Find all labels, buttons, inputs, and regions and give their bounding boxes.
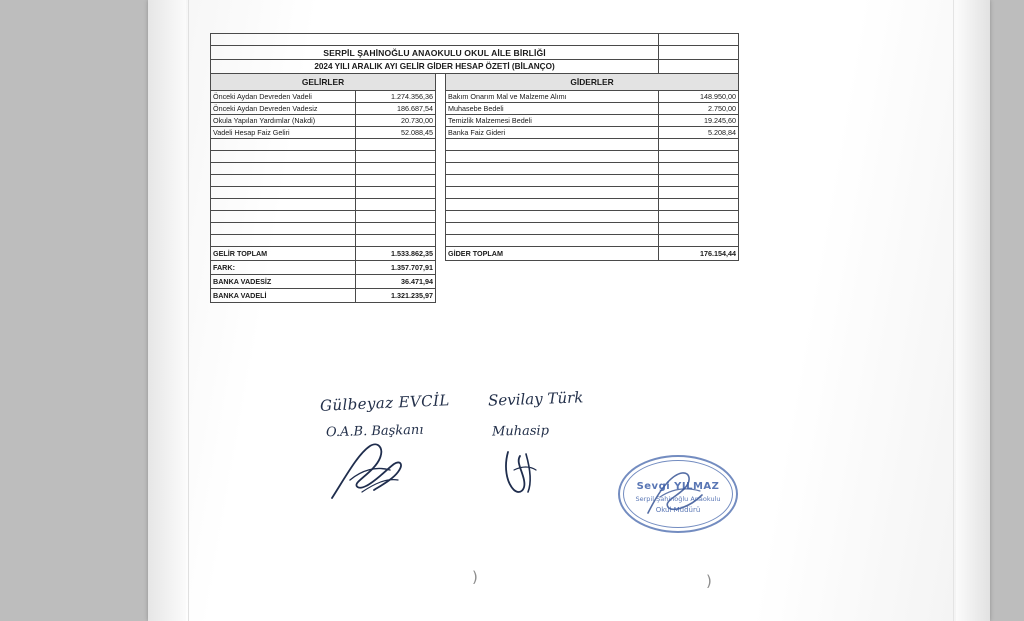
income-amount: 20.730,00 (356, 115, 436, 127)
table-row (211, 211, 739, 223)
income-amount (356, 199, 436, 211)
expense-amount (659, 199, 739, 211)
expense-label (446, 151, 659, 163)
expense-amount: 148.950,00 (659, 91, 739, 103)
table-row (211, 175, 739, 187)
summary-row (211, 261, 739, 275)
row-gap (436, 127, 446, 139)
handwritten-signature-icon (500, 448, 560, 498)
signature-name-president: Gülbeyaz EVCİL (319, 391, 451, 415)
row-gap (436, 199, 446, 211)
title-row-2 (211, 60, 739, 74)
expense-label (446, 199, 659, 211)
signature-role-president: O.A.B. Başkanı (325, 422, 424, 441)
summary-empty-right-label (446, 289, 659, 303)
row-gap (436, 103, 446, 115)
income-amount (356, 151, 436, 163)
summary-label: BANKA VADELİ (211, 289, 356, 303)
expense-total-label: GİDER TOPLAM (446, 247, 659, 261)
expense-amount (659, 187, 739, 199)
expense-label (446, 187, 659, 199)
row-gap (436, 175, 446, 187)
row-gap (436, 163, 446, 175)
summary-empty-right-value (659, 261, 739, 275)
table-row (211, 223, 739, 235)
expense-amount (659, 175, 739, 187)
summary-empty-right-label (446, 261, 659, 275)
row-gap (436, 151, 446, 163)
scan-artifact-mark: ) (472, 568, 478, 586)
expense-amount (659, 151, 739, 163)
balance-sheet-table-wrapper (210, 33, 738, 303)
income-amount: 52.088,45 (356, 127, 436, 139)
expense-label: Bakım Onarım Mal ve Malzeme Alımı (446, 91, 659, 103)
income-label: Okula Yapılan Yardımlar (Nakdi) (211, 115, 356, 127)
top-blank-left (211, 34, 659, 46)
income-label: Önceki Aydan Devreden Vadesiz (211, 103, 356, 115)
expense-amount: 19.245,60 (659, 115, 739, 127)
expense-label (446, 223, 659, 235)
income-amount (356, 223, 436, 235)
summary-label: FARK: (211, 261, 356, 275)
summary-empty-right-value (659, 289, 739, 303)
expense-label: Banka Faiz Gideri (446, 127, 659, 139)
income-total-label: GELİR TOPLAM (211, 247, 356, 261)
row-gap (436, 289, 446, 303)
expense-label (446, 139, 659, 151)
expense-total-value: 176.154,44 (659, 247, 739, 261)
stamp-institution: Serpil Şahinoğlu Anaokulu (635, 495, 721, 503)
expense-amount: 5.208,84 (659, 127, 739, 139)
expense-amount (659, 235, 739, 247)
table-row (211, 139, 739, 151)
total-row (211, 247, 739, 261)
income-amount (356, 187, 436, 199)
row-gap (436, 211, 446, 223)
section-header-row (211, 74, 739, 91)
table-row (211, 199, 739, 211)
income-label (211, 163, 356, 175)
summary-value: 1.321.235,97 (356, 289, 436, 303)
handwritten-signature-icon (328, 440, 428, 500)
summary-label: BANKA VADESİZ (211, 275, 356, 289)
official-stamp (618, 455, 738, 533)
income-amount (356, 175, 436, 187)
summary-value: 36.471,94 (356, 275, 436, 289)
income-label (211, 187, 356, 199)
income-label (211, 223, 356, 235)
income-amount: 186.687,54 (356, 103, 436, 115)
balance-sheet-table (210, 33, 739, 303)
row-gap (436, 235, 446, 247)
table-row (211, 91, 739, 103)
paper-fold-line-left (188, 0, 189, 621)
summary-empty-right-value (659, 275, 739, 289)
row-gap (436, 187, 446, 199)
income-amount (356, 139, 436, 151)
signature-role-accountant: Muhasip (491, 423, 550, 440)
income-label (211, 151, 356, 163)
stamp-name: Sevgi YILMAZ (636, 481, 720, 492)
expense-amount (659, 163, 739, 175)
table-row (211, 115, 739, 127)
scan-artifact-mark: ) (706, 572, 712, 590)
expense-amount: 2.750,00 (659, 103, 739, 115)
row-gap (436, 223, 446, 235)
table-row (211, 103, 739, 115)
title-row-1 (211, 46, 739, 60)
table-row (211, 151, 739, 163)
row-gap (436, 139, 446, 151)
table-row (211, 235, 739, 247)
summary-empty-right-label (446, 275, 659, 289)
income-amount (356, 163, 436, 175)
row-gap (436, 275, 446, 289)
top-blank-right (659, 34, 739, 46)
expense-amount (659, 211, 739, 223)
row-gap (436, 261, 446, 275)
expense-section-header: GİDERLER (446, 74, 739, 91)
table-row (211, 127, 739, 139)
table-top-blank-row (211, 34, 739, 46)
document-title-line1: SERPİL ŞAHİNOĞLU ANAOKULU OKUL AİLE BİRLİĞİ (211, 46, 659, 60)
table-row (211, 163, 739, 175)
stamp-title: Okul Müdürü (655, 506, 701, 514)
income-label: Vadeli Hesap Faiz Geliri (211, 127, 356, 139)
summary-value: 1.357.707,91 (356, 261, 436, 275)
income-label (211, 211, 356, 223)
signature-name-accountant: Sevilay Türk (487, 388, 584, 410)
scanned-document-sheet (148, 0, 990, 621)
expense-amount (659, 139, 739, 151)
income-label (211, 139, 356, 151)
paper-left-edge (148, 0, 186, 621)
paper-fold-line-right (953, 0, 954, 621)
expense-label (446, 163, 659, 175)
expense-label (446, 211, 659, 223)
income-label (211, 199, 356, 211)
expense-label: Temizlik Malzemesi Bedeli (446, 115, 659, 127)
income-amount: 1.274.356,36 (356, 91, 436, 103)
title-row2-spacer (659, 60, 739, 74)
income-label (211, 175, 356, 187)
expense-label (446, 175, 659, 187)
table-row (211, 187, 739, 199)
title-row1-spacer (659, 46, 739, 60)
income-total-value: 1.533.862,35 (356, 247, 436, 261)
row-gap (436, 91, 446, 103)
row-gap (436, 115, 446, 127)
row-gap (436, 247, 446, 261)
expense-amount (659, 223, 739, 235)
document-title-line2: 2024 YILI ARALIK AYI GELİR GİDER HESAP ÖZETİ (BİLANÇO) (211, 60, 659, 74)
summary-row (211, 275, 739, 289)
income-section-header: GELİRLER (211, 74, 436, 91)
income-amount (356, 211, 436, 223)
income-label (211, 235, 356, 247)
income-amount (356, 235, 436, 247)
section-gap (436, 74, 446, 91)
summary-row (211, 289, 739, 303)
paper-right-edge (956, 0, 990, 621)
income-label: Önceki Aydan Devreden Vadeli (211, 91, 356, 103)
expense-label (446, 235, 659, 247)
expense-label: Muhasebe Bedeli (446, 103, 659, 115)
